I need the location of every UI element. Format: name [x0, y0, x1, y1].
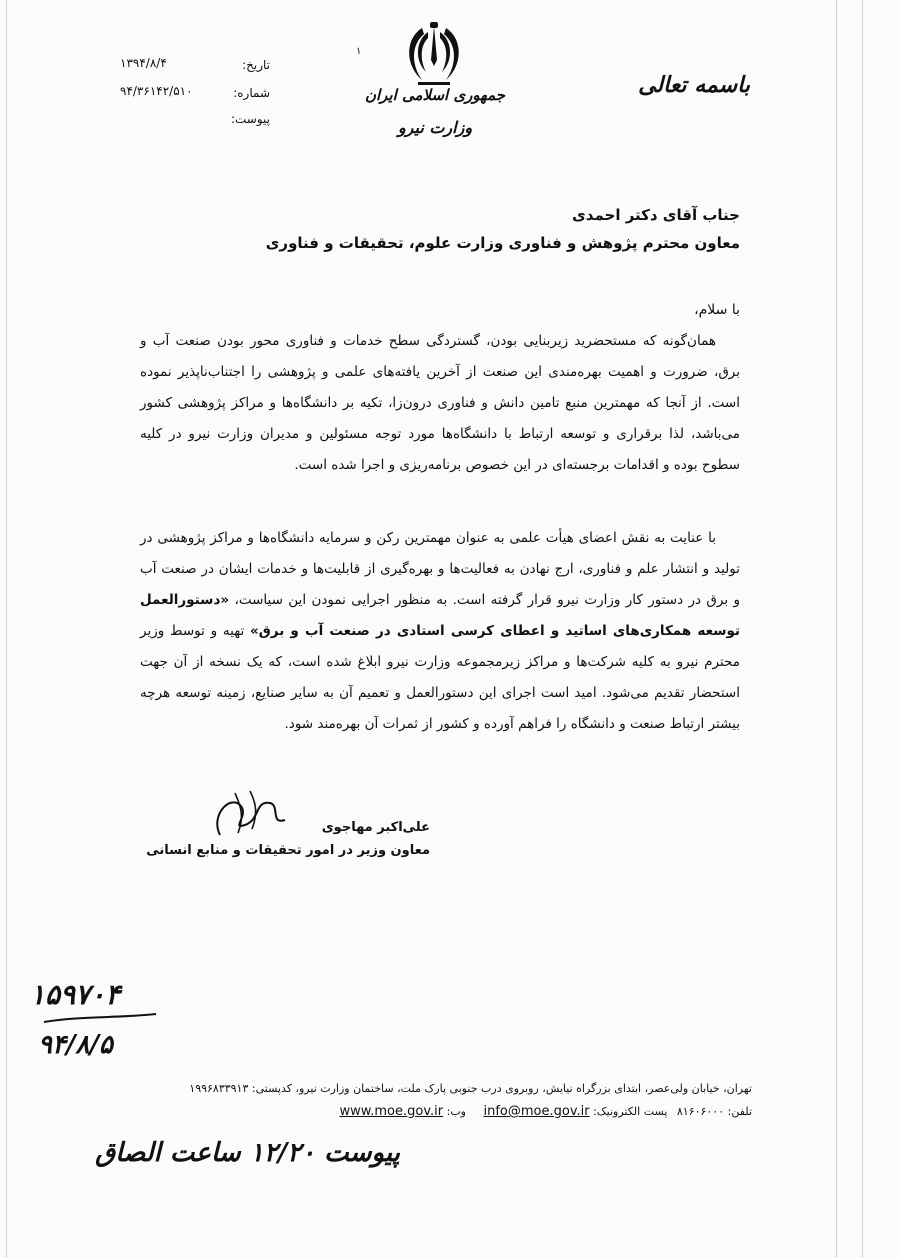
paragraph-2-end: تهیه و توسط وزیر محترم نیرو به کلیه شرکت‌ها و مراکز زیرمجموعه وزارت نیرو ابلاغ شده است، که یک نسخه از آن جهت استحضار تقدیم می‌شود. امید است اجرای این دستورالعمل و تعمیم آن به سایر صنایع، زمینه توسعه هرچه بیشتر ارتباط صنعت و دانشگاه را فراهم آورده و کشور از ثمرات آن بهره‌مند شود.: [140, 623, 740, 732]
footer-phone: تلفن: ۸۱۶۰۶۰۰۰: [676, 1105, 752, 1118]
signer-title: معاون وزیر در امور تحقیقات و منابع انسانی: [146, 843, 430, 858]
basmala: باسمه تعالی: [638, 72, 750, 98]
salutation: با سلام،: [694, 302, 740, 318]
handwritten-note: پیوست ۱۲/۲۰ ساعت الصاق: [95, 1138, 400, 1168]
number-label: شماره:: [233, 86, 270, 100]
attachment-label: پیوست:: [230, 112, 270, 126]
handwritten-underline-icon: [40, 1012, 160, 1028]
republic-name: جمهوری اسلامی ایران: [364, 86, 506, 104]
signer-name: علی‌اکبر مهاجوی: [321, 820, 430, 835]
footer-web-link[interactable]: www.moe.gov.ir: [339, 1104, 444, 1119]
scan-right-edge-inner: [862, 0, 863, 1258]
signature-scribble-icon: [200, 785, 290, 845]
scan-left-edge: [6, 0, 7, 1258]
footer-web-label: وب:: [446, 1105, 466, 1118]
recipient-title: معاون محترم پژوهش و فناوری وزارت علوم، تحقیقات و فناوری: [265, 234, 740, 252]
footer-address: تهران، خیابان ولی‌عصر، ابتدای بزرگراه نیایش، روبروی درب جنوبی پارک ملت، ساختمان وزارت نیرو، کدپستی: ۱۹۹۶۸۳۳۹۱۳: [189, 1082, 752, 1095]
recipient-name: جناب آقای دکتر احمدی: [572, 206, 740, 224]
number-value: ۹۴/۳۶۱۴۲/۵۱۰: [120, 84, 193, 98]
date-label: تاریخ:: [242, 58, 270, 72]
ministry-name: وزارت نیرو: [397, 118, 473, 137]
iran-emblem-icon: [398, 20, 470, 88]
paragraph-1: همان‌گونه که مستحضرید زیربنایی بودن، گستردگی سطح خدمات و فناوری محور بودن صنعت آب و برق، ضرورت و اهمیت بهره‌مندی این صنعت از آخرین یافته‌های علمی و پژوهشی را اجتناب‌ناپذیر نموده است. از آنجا که مهمترین منبع تامین دانش و فناوری درون‌زا، تکیه بر دانشگاه‌ها و مراکز پژوهشی کشور می‌باشد، لذا برقراری و توسعه ارتباط با دانشگاه‌ها مورد توجه مسئولین و مدیران وزارت نیرو در کلیه سطوح بوده و اقدامات برجسته‌ای در این خصوص برنامه‌ریزی و اجرا شده است.: [140, 333, 740, 473]
footer-contact: [340, 1104, 752, 1119]
corner-mark: ۱: [356, 46, 362, 57]
directive-title: «دستورالعمل توسعه همکاری‌های اساتید و اعطای کرسی استادی در صنعت آب و برق»: [140, 592, 741, 639]
footer-email-label: پست الکترونیک:: [593, 1105, 668, 1118]
handwritten-registry-number: ۱۵۹۷۰۴: [30, 978, 121, 1011]
date-value: ۱۳۹۴/۸/۴: [120, 56, 167, 70]
footer-email-link[interactable]: info@moe.gov.ir: [483, 1104, 590, 1119]
paragraph-2-start: با عنایت به نقش اعضای هیأت علمی به عنوان مهمترین رکن و سرمایه دانشگاه‌ها و مراکز پژوهشی در تولید و انتشار علم و فناوری، ارج نهادن به فعالیت‌ها و بهره‌گیری از قابلیت‌ها و خدمات ایشان در صنعت آب و برق در دستور کار وزارت نیرو قرار گرفته است. به منظور اجرایی نمودن این سیاست،: [140, 530, 740, 608]
handwritten-registry-date: ۹۴/۸/۵: [38, 1030, 113, 1060]
scan-right-edge: [836, 0, 837, 1258]
paragraph-2: [140, 523, 740, 740]
